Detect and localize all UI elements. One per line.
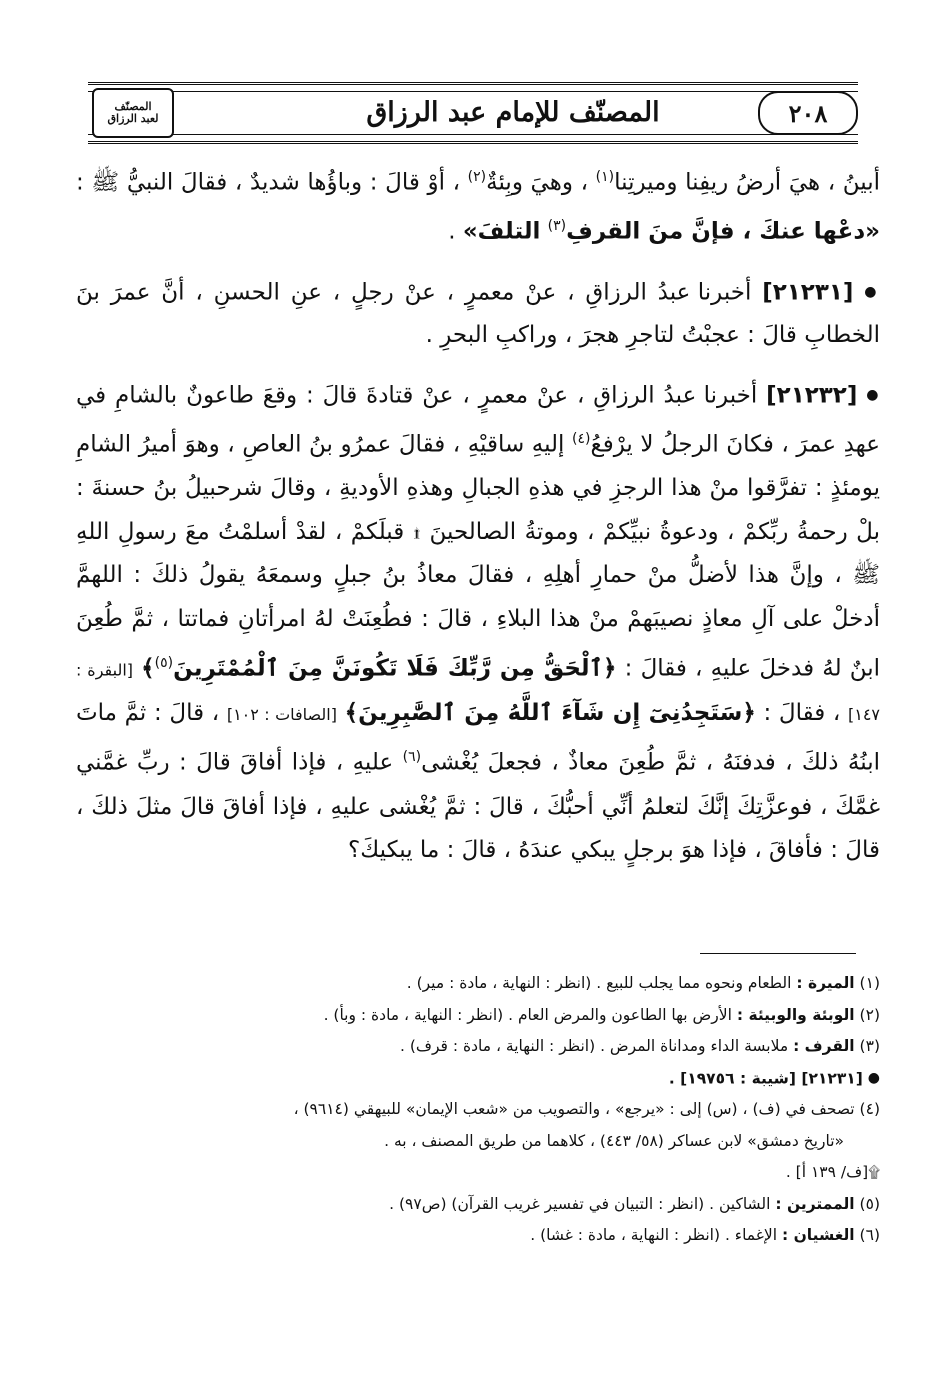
hadith-source-ref [76,1063,880,1095]
footnote-text: الأرض بها الطاعون والمرض العام . (انظر : النهاية ، مادة : وبأ) . [323,1005,732,1024]
paragraph-continued [76,156,880,255]
footnote-3 [76,1031,880,1063]
hadith-21232 [76,374,880,873]
source-ref-text: [٢١٢٣١] [شيبة : ١٩٧٥٦] . [668,1068,863,1087]
footnote-5 [76,1189,880,1221]
footnote-marker: (٤) [572,430,591,447]
quran-bracket: ﴾ [141,655,155,682]
footnote-number: (٦) [859,1226,880,1245]
hadith-text: عليهِ ، فإذا أفاقَ قالَ : ربِّ غمَّني غمَّكَ ، فوعزَّتِكَ إنَّكَ لتعلمُ أنِّي أحبُّكَ ، قالَ : ثمَّ يُغْشى عليهِ ، فإذا أفاقَ قالَ مثلَ ذلكَ ، قالَ : فأفاقَ ، فإذا هوَ برجلٍ يبكي عندَهُ ، قالَ : ما يبكيكَ؟ [76,750,880,864]
footnote-marker: (٦) [402,749,422,766]
footnote-term: القرف : [793,1037,855,1055]
footnote-marker: (١) [595,169,615,185]
footnote-marker: (٣) [547,218,567,235]
text-segment: ﷺ : [76,169,120,196]
page-header [88,82,858,144]
footnote-term: الممترين : [775,1194,855,1213]
hadith-number: [٢١٢٣١] [762,278,854,305]
footnote-4 [76,1094,880,1126]
hadith-text: إليهِ ساقيْهِ ، فقالَ عمرُو بنُ العاصِ ، وهوَ أميرُ الشامِ يومئذٍ : تفرَّقوا منْ هذا الرجزِ في هذهِ الجبالِ وهذهِ الأوديةِ ، وقالَ شرحبيلُ بنُ حسنةَ : بلْ رحمةُ ربِّكمْ ، ودعوةُ نبيِّكمْ ، وموتةُ الصالحينَ ۩ قبلَكمْ ، لقدْ أسلمْتُ معَ رسولِ اللهِ ﷺ ، وإنَّ هذا لأضلُّ منْ حمارِ أهلِهِ ، فقالَ معاذُ بنُ جبلٍ وسمعَهُ يقولُ ذلكَ : اللهمَّ أدخلْ على آلِ معاذٍ نصيبَهمْ منْ هذا البلاءِ ، قالَ : فطُعِنَتْ لهُ امرأتانِ فماتتا ، ثمَّ طُعِنَ ابنٌ لهُ فدخلَ عليهِ ، فقالَ : [76,431,881,682]
footnote-number: (٣) [859,1037,880,1055]
footnotes [76,968,880,1252]
bullet-icon: ● [864,283,880,300]
footnote-text: الإغماء . (انظر : النهاية ، مادة : غشا) . [530,1226,778,1245]
hadith-text: ، فقالَ : [763,699,841,726]
hadith-text: ، قالَ : ثمَّ ماتَ ابنُهُ ذلكَ ، فدفنَهُ ، ثمَّ طُعِنَ معاذٌ ، فجعلَ يُغْشى [76,699,880,776]
quran-verse: ﴿سَتَجِدُنِىٓ إِن شَآءَ ٱللَّهُ مِنَ ٱلصَّٰبِرِينَ﴾ [344,699,756,726]
hadith-text: أخبرنا عبدُ الرزاقِ ، عنْ معمرٍ ، عنْ رجلٍ ، عنِ الحسنِ ، أنَّ عمرَ بنَ الخطابِ قالَ : عجبْتُ لتاجرِ هجرَ ، وراكبِ البحرِ . [76,278,880,349]
quran-reference: [الصافات : ١٠٢] [226,704,337,724]
footnote-text: الطعام ونحوه مما يجلب للبيع . (انظر : النهاية ، مادة : مير) . [406,974,792,992]
page-number: ٢٠٨ [758,91,858,135]
footnote-1 [76,968,880,1000]
manuscript-ref-text: ۩[ف/ ١٣٩ أ] . [785,1163,880,1182]
seal-line-1: المصنّف [114,100,152,113]
footnote-text: الشاكين . (انظر : التبيان في تفسير غريب القرآن) (ص٩٧) . [389,1194,771,1213]
footnote-6 [76,1220,880,1252]
footnote-number: (١) [859,974,880,992]
footnote-marker: (٥) [154,654,174,671]
bullet-icon: ● [867,1069,880,1086]
book-title: المصنّف للإمام عبد الرزاق [366,97,660,128]
footnote-term: الميرة : [796,974,855,992]
prophetic-quote-end: التلفَ» [462,218,541,245]
footnote-term: الوبئة والوبيئة : [736,1005,855,1024]
footnote-marker: (٢) [467,169,487,185]
hadith-number: [٢١٢٣٢] [766,382,858,409]
text-segment: أبينُ ، هيَ أرضُ ريفِنا وميرتِنا [614,169,881,196]
seal-line-2: لعبد الرزاق [107,112,159,125]
footnote-4-cont [76,1126,880,1158]
footnote-text: ملابسة الداء ومداناة المرض . (انظر : النهاية ، مادة : قرف) . [400,1037,789,1055]
text-segment: . [448,218,456,245]
hadith-21231 [76,271,880,358]
prophetic-quote: «دعْها عنكَ ، فإنَّ منَ القرفِ [566,218,880,245]
main-text [76,156,880,873]
footnote-term: الغشيان : [781,1226,855,1245]
text-segment: ، وهيَ وبِئةٌ [486,169,589,196]
quran-verse: ﴿ٱلْحَقُّ مِن رَّبِّكَ فَلَا تَكُونَنَّ مِنَ ٱلْمُمْتَرِينَ [173,655,617,682]
text-segment: ، أوْ قالَ : وباؤُها شديدٌ ، فقالَ النبيُّ [126,169,461,196]
publisher-seal-logo [92,88,174,138]
hadith-text: أخبرنا عبدُ الرزاقِ ، عنْ معمرٍ ، عنْ قتادةَ قالَ : وقعَ طاعونٌ بالشامِ في عهدِ عمرَ ، فكانَ الرجلُ لا يرْفعُ [76,382,880,458]
footnote-text: تصحف في (ف) ، (س) إلى : «يرجع» ، والتصويب من «شعب الإيمان» للبيهقي (٩٦١٤) ، [293,1100,855,1119]
manuscript-ref [76,1157,880,1189]
footnote-text: «تاريخ دمشق» لابن عساكر (٥٨/ ٤٤٣) ، كلاهما من طريق المصنف ، به . [384,1131,844,1150]
footnote-number: (٥) [859,1194,880,1213]
footnote-number: (٢) [859,1005,880,1024]
footnote-number: (٤) [859,1100,880,1119]
bullet-icon: ● [866,386,881,403]
footnote-2 [76,1000,880,1032]
footnote-divider [700,953,856,954]
quran-reference: [البقرة : ١٤٧] [76,660,881,724]
